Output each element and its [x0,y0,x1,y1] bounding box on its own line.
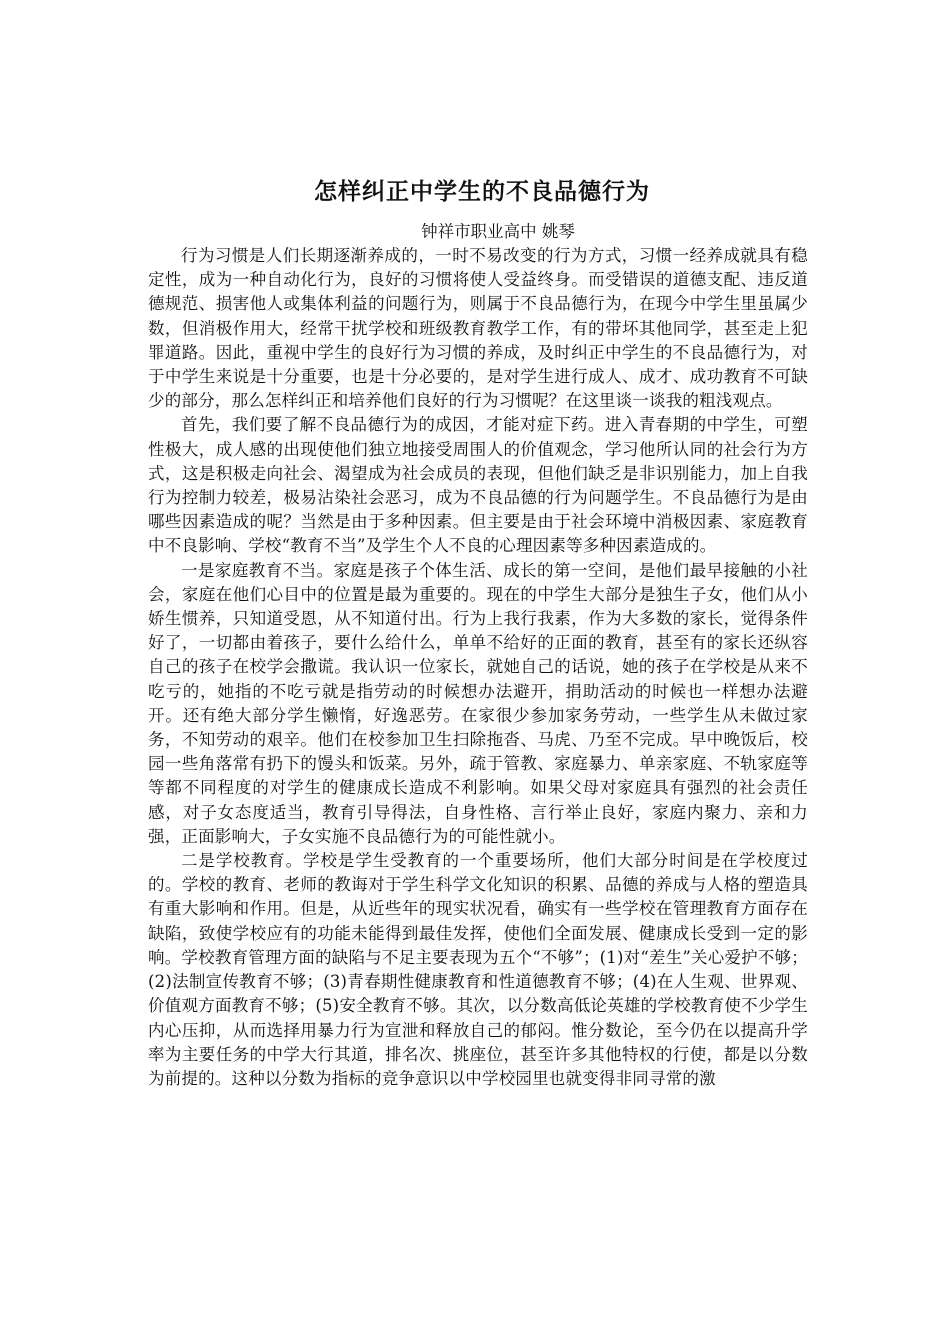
document-title: 怎样纠正中学生的不良品德行为 [314,179,650,205]
paragraph-intro: 行为习惯是人们长期逐渐养成的，一时不易改变的行为方式，习惯一经养成就具有稳定性，成为一种自动化行为，良好的习惯将使人受益终身。而受错误的道德支配、违反道德规范、损害他人或集体利益的问题行为，则属于不良品德行为，在现今中学生里虽属少数，但消极作用大，经常干扰学校和班级教育教学工作，有的带坏其他同学，甚至走上犯罪道路。因此，重视中学生的良好行为习惯的养成，及时纠正中学生的不良品德行为，对于中学生来说是十分重要，也是十分必要的，是对学生进行成人、成才、成功教育不可缺少的部分，那么怎样纠正和培养他们良好的行为习惯呢？在这里谈一谈我的粗浅观点。 [148,246,808,411]
document-page [148,174,808,1091]
paragraph-family-education: 一是家庭教育不当。家庭是孩子个体生活、成长的第一空间，是他们最早接触的小社会，家庭在他们心目中的位置是最为重要的。现在的中学生大部分是独生子女，他们从小娇生惯养，只知道受恩，从不知道付出。行为上我行我素，作为大多数的家长，觉得条件好了，一切都由着孩子，要什么给什么，单单不给好的正面的教育，甚至有的家长还纵容自己的孩子在校学会撒谎。我认识一位家长，就她自己的话说，她的孩子在学校是从来不吃亏的，她指的不吃亏就是指劳动的时候想办法避开，捐助活动的时候也一样想办法避开。还有绝大部分学生懒惰，好逸恶劳。在家很少参加家务劳动，一些学生从未做过家务，不知劳动的艰辛。他们在校参加卫生扫除拖沓、马虎、乃至不完成。早中晚饭后，校园一些角落常有扔下的馒头和饭菜。另外，疏于管教、家庭暴力、单亲家庭、不轨家庭等等都不同程度的对学生的健康成长造成不利影响。如果父母对家庭具有强烈的社会责任感，对子女态度适当，教育引导得法，自身性格、言行举止良好，家庭内聚力、亲和力强，正面影响大，子女实施不良品德行为的可能性就小。 [148,560,808,846]
paragraph-school-education: 二是学校教育。学校是学生受教育的一个重要场所，他们大部分时间是在学校度过的。学校的教育、老师的教诲对于学生科学文化知识的积累、品德的养成与人格的塑造具有重大影响和作用。但是，从近些年的现实状况看，确实有一些学校在管理教育方面存在缺陷，致使学校应有的功能未能得到最佳发挥，使他们全面发展、健康成长受到一定的影响。学校教育管理方面的缺陷与不足主要表现为五个“不够”；(1)对“差生”关心爱护不够；(2)法制宣传教育不够；(3)青春期性健康教育和性道德教育不够；(4)在人生观、世界观、价值观方面教育不够；(5)安全教育不够。其次，以分数高低论英雄的学校教育使不少学生内心压抑，从而选择用暴力行为宣泄和释放自己的郁闷。惟分数论，至今仍在以提高升学率为主要任务的中学大行其道，排名次、挑座位，甚至许多其他特权的行使，都是以分数为前提的。这种以分数为指标的竞争意识以中学校园里也就变得非同寻常的激 [148,851,808,1088]
paragraph-causes: 首先，我们要了解不良品德行为的成因，才能对症下药。进入青春期的中学生，可塑性极大，成人感的出现使他们独立地接受周围人的价值观念，学习他所认同的社会行为方式，这是积极走向社会、渴望成为社会成员的表现，但他们缺乏是非识别能力，加上自我行为控制力较差，极易沾染社会恶习，成为不良品德的行为问题学生。不良品德行为是由哪些因素造成的呢？当然是由于多种因素。但主要是由于社会环境中消极因素、家庭教育中不良影响、学校“教育不当”及学生个人不良的心理因素等多种因素造成的。 [148,415,808,556]
author-line: 钟祥市职业高中 姚琴 [421,222,575,241]
